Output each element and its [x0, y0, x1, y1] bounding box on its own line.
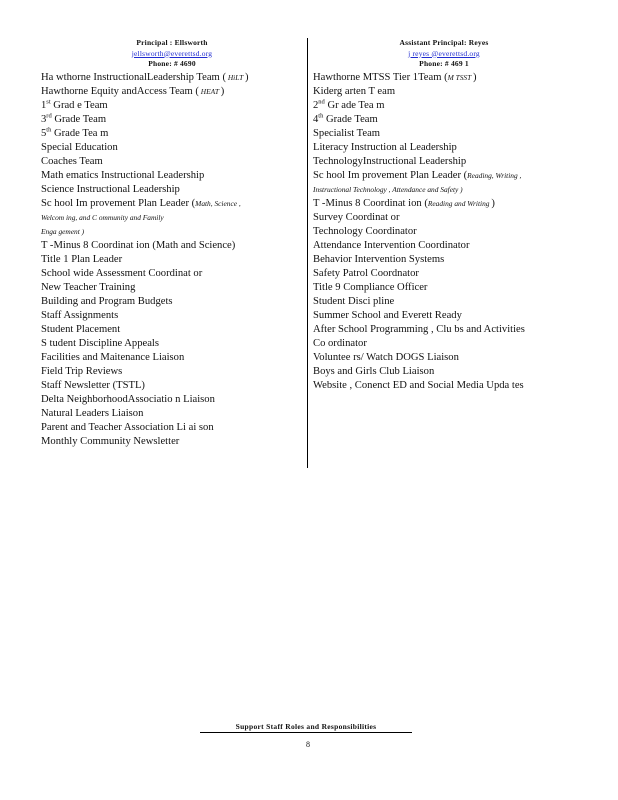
assistant-principal-column — [313, 38, 575, 393]
list-item — [41, 365, 303, 379]
list-item-note: HiLT — [225, 72, 246, 82]
list-item-note: Reading and Writing — [427, 198, 492, 208]
list-item — [41, 211, 303, 225]
list-item — [41, 379, 303, 393]
list-item — [313, 281, 575, 295]
list-item-text: Delta NeighborhoodAssociatio n Liaison — [41, 393, 215, 405]
list-item-note: Enga gement ) — [41, 226, 85, 236]
list-item-text: Grad e Team — [50, 99, 108, 111]
list-item-text: Co ordinator — [313, 337, 367, 349]
list-item — [313, 71, 575, 85]
list-item-ordinal: 5 — [41, 127, 47, 139]
list-item-text: Coaches Team — [41, 155, 103, 167]
list-item-text: S tudent Discipline Appeals — [41, 337, 159, 349]
list-item-text: Voluntee rs/ Watch DOGS Liaison — [313, 351, 459, 363]
list-item-text: Natural Leaders Liaison — [41, 407, 144, 419]
list-item — [313, 309, 575, 323]
principal-responsibilities-list — [41, 71, 303, 449]
list-item-text: Grade Tea m — [51, 127, 109, 139]
list-item-ordinal-suffix: rd — [46, 111, 52, 119]
list-item-text: Title 1 Plan Leader — [41, 253, 123, 265]
list-item-text: After School Programming , Clu bs and Activities — [313, 323, 525, 335]
assistant-principal-title: Assistant Principal: Reyes — [399, 38, 489, 47]
list-item-text: Staff Assignments — [41, 309, 119, 321]
principal-column — [41, 38, 303, 449]
list-item — [41, 407, 303, 421]
assistant-principal-phone: Phone: # 469 1 — [419, 59, 469, 68]
assistant-principal-email-link[interactable]: j reyes @everettsd.org — [408, 48, 480, 58]
list-item-text: Student Placement — [41, 323, 121, 335]
list-item-text: Grade Team — [51, 113, 107, 125]
list-item — [313, 127, 575, 141]
list-item-text: Kiderg arten T eam — [313, 85, 396, 97]
list-item-text: Survey Coordinat or — [313, 211, 400, 223]
list-item — [313, 365, 575, 379]
list-item — [313, 239, 575, 253]
list-item-text: Technology Coordinator — [313, 225, 417, 237]
list-item-ordinal-suffix: th — [318, 111, 324, 119]
list-item-tail: ) — [220, 85, 225, 97]
list-item-text: School wide Assessment Coordinat or — [41, 267, 203, 279]
list-item-text: Grade Team — [323, 113, 378, 125]
list-item — [41, 309, 303, 323]
list-item-text: Behavior Intervention Systems — [313, 253, 445, 265]
list-item-text: TechnologyInstructional Leadership — [313, 155, 467, 167]
principal-title: Principal : Ellsworth — [136, 38, 208, 47]
footer-title: Support Staff Roles and Responsibilities — [200, 722, 412, 733]
list-item — [41, 351, 303, 365]
list-item — [313, 337, 575, 351]
list-item-tail: ) — [472, 71, 477, 83]
column-divider — [307, 38, 308, 468]
list-item-ordinal-suffix: nd — [318, 97, 325, 105]
list-item-text: Parent and Teacher Association Li ai son — [41, 421, 214, 433]
list-item-note: Reading, Writing , — [467, 170, 522, 180]
list-item — [313, 211, 575, 225]
list-item — [313, 351, 575, 365]
list-item-text: Student Disci pline — [313, 295, 395, 307]
list-item-text: Safety Patrol Coordnator — [313, 267, 419, 279]
list-item — [313, 253, 575, 267]
list-item — [313, 169, 575, 183]
list-item — [313, 295, 575, 309]
list-item — [41, 393, 303, 407]
principal-phone: Phone: # 4690 — [148, 59, 196, 68]
list-item — [313, 267, 575, 281]
list-item — [313, 141, 575, 155]
list-item-text: Attendance Intervention Coordinator — [313, 239, 470, 251]
list-item-ordinal: 4 — [313, 113, 319, 125]
list-item-text: Staff Newsletter (TSTL) — [41, 379, 145, 391]
list-item-text: Sc hool Im provement Plan Leader ( — [41, 197, 196, 209]
list-item — [313, 197, 575, 211]
list-item — [41, 421, 303, 435]
list-item — [41, 267, 303, 281]
list-item-text: Math ematics Instructional Leadership — [41, 169, 205, 181]
list-item-text: Website , Conenct ED and Social Media Upda tes — [313, 379, 524, 391]
list-item-text: Title 9 Compliance Officer — [313, 281, 428, 293]
list-item — [41, 127, 303, 141]
list-item — [313, 183, 575, 197]
list-item-text: Summer School and Everett Ready — [313, 309, 462, 321]
list-item — [41, 85, 303, 99]
list-item-ordinal: 2 — [313, 99, 319, 111]
list-item — [313, 379, 575, 393]
list-item-text: Literacy Instruction al Leadership — [313, 141, 457, 153]
list-item-note: Instructional Technology , Attendance and Safety ) — [313, 184, 463, 194]
list-item — [41, 239, 303, 253]
list-item — [41, 337, 303, 351]
list-item-text: Field Trip Reviews — [41, 365, 123, 377]
list-item — [313, 85, 575, 99]
list-item-text: Boys and Girls Club Liaison — [313, 365, 435, 377]
list-item-text: Monthly Community Newsletter — [41, 435, 180, 447]
list-item — [41, 169, 303, 183]
list-item-text: Sc hool Im provement Plan Leader ( — [313, 169, 468, 181]
list-item — [41, 323, 303, 337]
assistant-principal-responsibilities-list — [313, 71, 575, 393]
list-item-text: New Teacher Training — [41, 281, 136, 293]
list-item-text: Hawthorne MTSS Tier 1Team ( — [313, 71, 448, 83]
list-item — [41, 281, 303, 295]
list-item-note: Welcom ing, and C ommunity and Family — [41, 212, 164, 222]
list-item-note: M TSST — [447, 72, 473, 82]
list-item — [313, 113, 575, 127]
list-item-text: T -Minus 8 Coordinat ion ( — [313, 197, 428, 209]
list-item-ordinal: 3 — [41, 113, 47, 125]
list-item — [313, 323, 575, 337]
list-item-note: HEAT — [198, 86, 221, 96]
list-item-note: Math, Science , — [195, 198, 241, 208]
list-item-tail: ) — [491, 197, 495, 209]
list-item — [41, 113, 303, 127]
list-item — [41, 183, 303, 197]
list-item-text: Ha wthorne InstructionalLeadership Team ( — [41, 71, 226, 83]
list-item-text: Building and Program Budgets — [41, 295, 173, 307]
list-item — [41, 155, 303, 169]
list-item — [313, 225, 575, 239]
list-item — [41, 253, 303, 267]
list-item-text: Gr ade Tea m — [324, 99, 385, 111]
list-item-ordinal: 1 — [41, 99, 47, 111]
list-item — [41, 71, 303, 85]
list-item-text: Specialist Team — [313, 127, 381, 139]
list-item — [313, 99, 575, 113]
list-item-ordinal-suffix: th — [46, 125, 52, 133]
list-item — [41, 99, 303, 113]
list-item-text: Special Education — [41, 141, 118, 153]
list-item — [41, 141, 303, 155]
list-item-ordinal-suffix: st — [46, 97, 51, 105]
list-item — [41, 295, 303, 309]
principal-email-link[interactable]: jellsworth@everettsd.org — [131, 48, 213, 58]
list-item-text: T -Minus 8 Coordinat ion (Math and Science) — [41, 239, 236, 251]
list-item — [41, 197, 303, 211]
list-item — [41, 225, 303, 239]
list-item — [41, 435, 303, 449]
list-item-text: Science Instructional Leadership — [41, 183, 180, 195]
list-item-text: Facilities and Maitenance Liaison — [41, 351, 185, 363]
list-item — [313, 155, 575, 169]
list-item-tail: ) — [245, 71, 249, 83]
list-item-text: Hawthorne Equity andAccess Team ( — [41, 85, 199, 97]
page-number: 8 — [306, 740, 310, 749]
